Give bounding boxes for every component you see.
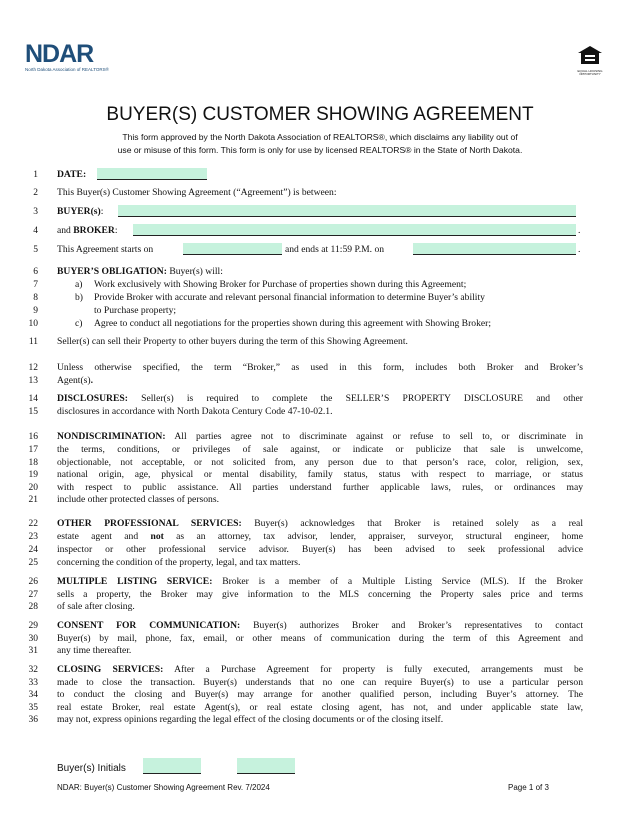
line-number: 8 (33, 293, 38, 303)
consent-line-1: CONSENT FOR COMMUNICATION: Buyer(s) authorizes Broker and Broker’s representatives to contact (57, 620, 583, 631)
broker-label: and BROKER: (57, 225, 118, 236)
line-number: 15 (28, 407, 38, 417)
obligation-heading: BUYER’S OBLIGATION: Buyer(s) will: (57, 266, 223, 277)
line-number: 5 (33, 245, 38, 255)
start-date-label: This Agreement starts on (57, 244, 154, 255)
line-number: 32 (28, 665, 38, 675)
line-number: 3 (33, 207, 38, 217)
disclosures-line-2: disclosures in accordance with North Dakota Century Code 47-10-02.1. (57, 406, 333, 417)
line-number: 19 (28, 470, 38, 480)
nondiscrimination-line-4: national origin, age, physical or mental disability, family status, status with respect to marriage, or status (57, 469, 583, 480)
disclaimer-line-1: This form approved by the North Dakota Association of REALTORS®, which disclaims any liability out of (122, 132, 518, 142)
obligation-b-marker: b) (75, 292, 83, 303)
obligation-c-marker: c) (75, 318, 83, 329)
equal-housing-icon (577, 45, 603, 76)
line-number: 4 (33, 226, 38, 236)
buyer-label: BUYER(s): (57, 206, 104, 217)
nondiscrimination-line-3: objectionable, not acceptable, or not solicited from, any person due to that person’s race, color, religion, sex, (57, 457, 583, 468)
agreement-intro: This Buyer(s) Customer Showing Agreement (“Agreement”) is between: (57, 187, 337, 198)
line-number: 13 (28, 376, 38, 386)
closing-line-2: made to close the transaction. Buyer(s) understands that no one can require Buyer(s) to use a particular person (57, 677, 583, 688)
nondiscrimination-line-5: with respect to public assistance. All parties understand further applicable laws, rules, or ordinances may (57, 482, 583, 493)
mls-line-3: of sale after closing. (57, 601, 135, 612)
end-date-label: and ends at 11:59 P.M. on (285, 244, 385, 255)
broker-period: . (578, 225, 581, 236)
start-date-field[interactable] (183, 243, 282, 255)
professional-line-3: inspector or other professional service advisor. Buyer(s) has been advised to seek professional advice (57, 544, 583, 555)
line-number: 27 (28, 590, 38, 600)
line-number: 26 (28, 577, 38, 587)
closing-line-1: CLOSING SERVICES: After a Purchase Agreement for property is fully executed, arrangements must be (57, 664, 584, 675)
seller-clause: Seller(s) can sell their Property to other buyers during the term of this Showing Agreement. (57, 336, 408, 347)
closing-line-4: real estate Broker, real estate Agent(s), or real estate closing agent, has not, and under applicable state law, (57, 702, 583, 713)
buyer-initials-field-2[interactable] (237, 758, 295, 774)
line-number: 17 (28, 445, 38, 455)
logo-text: NDAR (25, 40, 94, 68)
end-date-period: . (578, 244, 581, 255)
line-number: 34 (28, 690, 38, 700)
eho-caption: EQUAL HOUSING OPPORTUNITY (577, 69, 603, 76)
obligation-b-line-2: to Purchase property; (94, 305, 177, 316)
line-number: 20 (28, 483, 38, 493)
line-number: 11 (28, 337, 38, 347)
line-number: 22 (28, 519, 38, 529)
line-number: 23 (28, 532, 38, 542)
line-number: 18 (28, 458, 38, 468)
closing-line-3: to conduct the closing and Buyer(s) may arrange for another qualified person, including Buyer’s attorney. The (57, 689, 583, 700)
date-field[interactable] (97, 168, 207, 180)
line-number: 1 (33, 170, 38, 180)
line-number: 33 (28, 678, 38, 688)
professional-line-1: OTHER PROFESSIONAL SERVICES: Buyer(s) acknowledges that Broker is retained solely as a real (57, 518, 583, 529)
line-number: 16 (28, 432, 38, 442)
disclosures-line-1: DISCLOSURES: Seller(s) is required to complete the SELLER’S PROPERTY DISCLOSURE and other (57, 393, 583, 404)
mls-line-1: MULTIPLE LISTING SERVICE: Broker is a member of a Multiple Listing Service (MLS). If the Broker (57, 576, 583, 587)
disclaimer-line-2: use or misuse of this form. This form is only for use by licensed REALTORS® in the State of North Dakota. (117, 145, 523, 155)
consent-line-2: Buyer(s) by mail, phone, fax, email, or other means of communication during the term of this Agreement and (57, 633, 583, 644)
page-title: BUYER(S) CUSTOMER SHOWING AGREEMENT (106, 104, 534, 125)
line-number: 12 (28, 363, 38, 373)
page-number: Page 1 of 3 (508, 783, 549, 792)
line-number: 30 (28, 634, 38, 644)
obligation-a-marker: a) (75, 279, 83, 290)
line-number: 6 (33, 267, 38, 277)
line-number: 36 (28, 715, 38, 725)
end-date-field[interactable] (413, 243, 576, 255)
line-number: 9 (33, 306, 38, 316)
line-number: 14 (28, 394, 38, 404)
buyer-field[interactable] (118, 205, 576, 217)
obligation-c: Agree to conduct all negotiations for the properties shown during this agreement with Showing Broker; (94, 318, 491, 329)
obligation-b-line-1: Provide Broker with accurate and relevant personal financial information to determine Buyer’s ability (94, 292, 485, 303)
line-number: 35 (28, 703, 38, 713)
professional-line-2: estate agent and not as an attorney, tax advisor, lender, appraiser, surveyor, structural engineer, home (57, 531, 584, 542)
obligation-a: Work exclusively with Showing Broker for Purchase of properties shown during this Agreement; (94, 279, 467, 290)
line-number: 29 (28, 621, 38, 631)
closing-line-5: may not, express opinions regarding the legal effect of the closing documents or of the closing itself. (57, 714, 444, 725)
broker-definition-line-1: Unless otherwise specified, the term “Broker,” as used in this form, includes both Broker and Broker’s (57, 362, 583, 373)
form-identifier: NDAR: Buyer(s) Customer Showing Agreement Rev. 7/2024 (57, 783, 270, 792)
mls-line-2: sells a property, the Broker may give information to the MLS concerning the Property sales price and terms (57, 589, 583, 600)
line-number: 2 (33, 188, 38, 198)
line-number: 10 (28, 319, 38, 329)
line-number: 25 (28, 558, 38, 568)
buyer-initials-field-1[interactable] (143, 758, 201, 774)
broker-definition-line-2: Agent(s). (57, 375, 93, 386)
line-number: 24 (28, 545, 38, 555)
line-number: 31 (28, 646, 38, 656)
line-number: 28 (28, 602, 38, 612)
date-label: DATE: (57, 169, 87, 180)
broker-field[interactable] (133, 224, 576, 236)
nondiscrimination-line-2: the terms, conditions, or privileges of sale against, or indicate or publicize that sale is unwelcome, (57, 444, 583, 455)
logo-subtext: North Dakota Association of REALTORS® (25, 67, 109, 72)
nondiscrimination-line-6: include other protected classes of persons. (57, 494, 219, 505)
buyer-initials-label: Buyer(s) Initials (57, 763, 126, 774)
line-number: 21 (28, 495, 38, 505)
ndar-logo (25, 42, 115, 72)
consent-line-3: any time thereafter. (57, 645, 132, 656)
line-number: 7 (33, 280, 38, 290)
nondiscrimination-line-1: NONDISCRIMINATION: All parties agree not to discriminate against or refuse to sell to, or discriminate in (57, 431, 583, 442)
professional-line-4: concerning the condition of the property, legal, and tax matters. (57, 557, 301, 568)
